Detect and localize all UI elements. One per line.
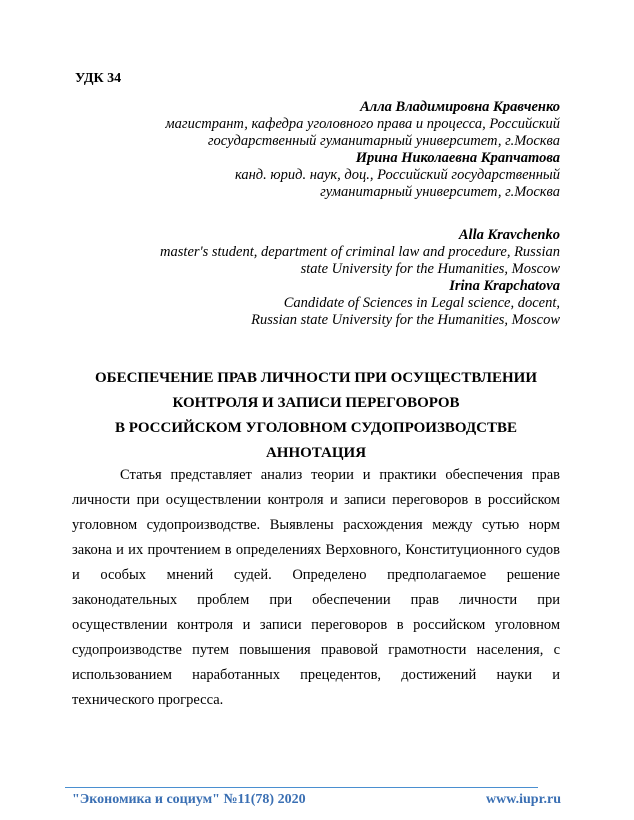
- paper-title: [72, 366, 560, 466]
- title-line: В РОССИЙСКОМ УГОЛОВНОМ СУДОПРОИЗВОДСТВЕ: [115, 420, 517, 436]
- author-affiliation: master's student, department of criminal law and procedure, Russian: [160, 244, 560, 260]
- author-affiliation: Candidate of Sciences in Legal science, docent,: [283, 295, 560, 311]
- footer-divider: [65, 787, 538, 788]
- authors-russian: [120, 99, 560, 201]
- footer-journal: "Экономика и социум" №11(78) 2020: [72, 792, 306, 807]
- author-affiliation: канд. юрид. наук, доц., Российский государственный: [234, 167, 560, 183]
- title-line: ОБЕСПЕЧЕНИЕ ПРАВ ЛИЧНОСТИ ПРИ ОСУЩЕСТВЛЕНИИ: [95, 370, 537, 386]
- abstract-text: Статья представляет анализ теории и практики обеспечения прав личности при осуществлении контроля и записи переговоров в российском уголовном судопроизводстве. Выявлены расхождения между сутью норм закона и их прочтением в определениях Верховного, Конституционного судов и особых мнений судей. Определено предполагаемое решение законодательных проблем при обеспечении прав личности при осуществлении контроля и записи переговоров в российском уголовном судопроизводстве путем повышения правовой грамотности населения, с использованием наработанных прецедентов, достижений науки и технического прогресса.: [72, 467, 560, 708]
- section-heading: АННОТАЦИЯ: [265, 445, 367, 461]
- author-affiliation: Russian state University for the Humanities, Moscow: [251, 312, 560, 328]
- author-name: Ирина Николаевна Крапчатова: [355, 150, 560, 166]
- author-name: Alla Kravchenko: [458, 227, 560, 243]
- author-affiliation: state University for the Humanities, Moscow: [300, 261, 560, 277]
- author-name: Алла Владимировна Кравченко: [360, 99, 560, 115]
- author-affiliation: магистрант, кафедра уголовного права и процесса, Российский: [165, 116, 560, 132]
- authors-english: [120, 227, 560, 329]
- author-affiliation: государственный гуманитарный университет, г.Москва: [207, 133, 560, 149]
- footer-website-link[interactable]: www.iupr.ru: [486, 792, 561, 807]
- author-name: Irina Krapchatova: [449, 278, 560, 294]
- udk-code: УДК 34: [75, 71, 122, 86]
- author-affiliation: гуманитарный университет, г.Москва: [320, 184, 560, 200]
- title-line: КОНТРОЛЯ И ЗАПИСИ ПЕРЕГОВОРОВ: [172, 395, 460, 411]
